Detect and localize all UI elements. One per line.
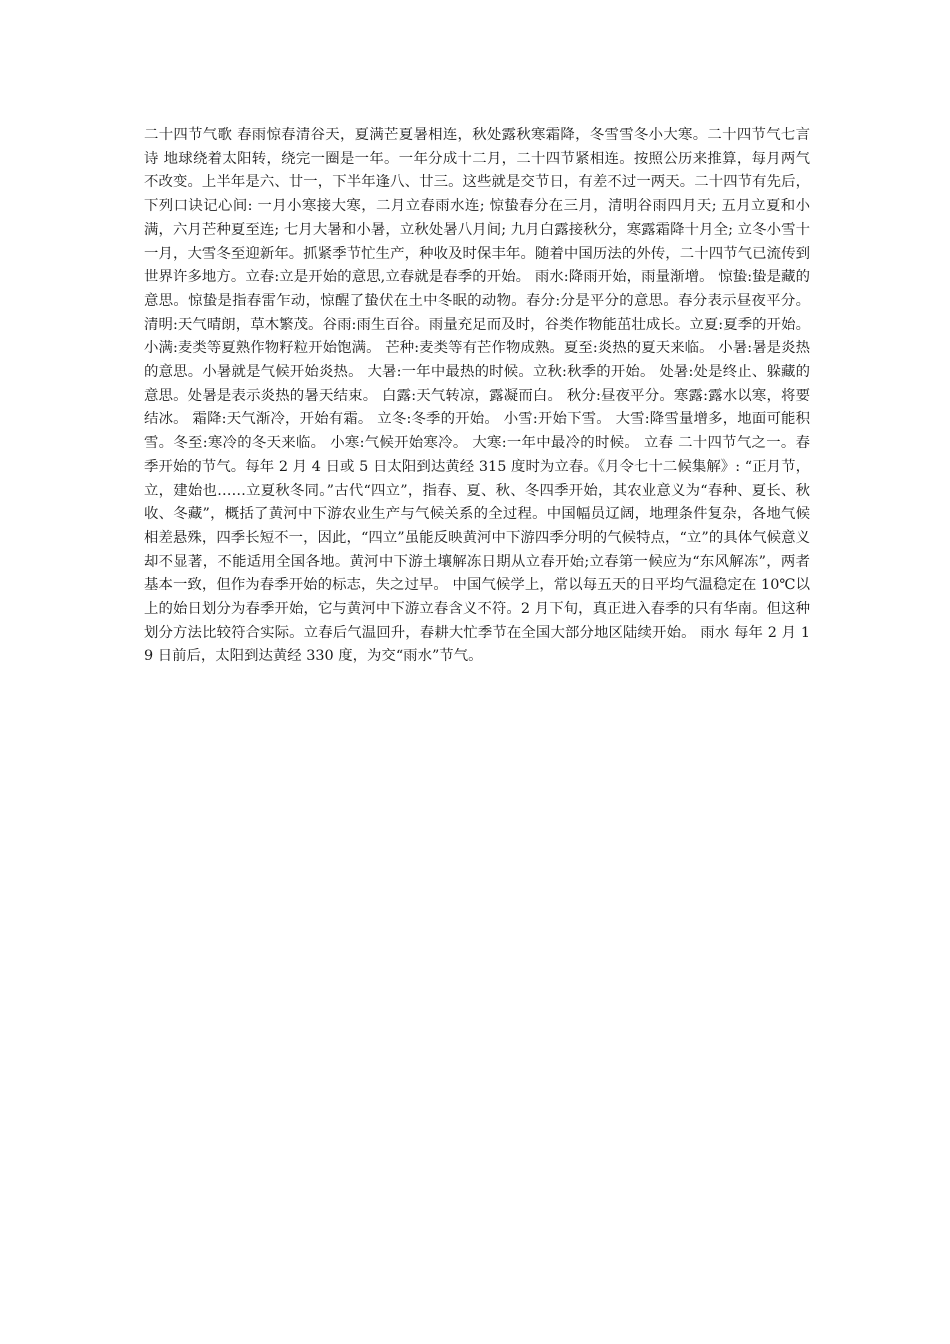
body-paragraph: 二十四节气歌 春雨惊春清谷天，夏满芒夏暑相连，秋处露秋寒霜降，冬雪雪冬小大寒。二十四节气七言诗 地球绕着太阳转，绕完一圈是一年。一年分成十二月，二十四节紧相连。按照公历来推算，每月两气不改变。上半年是六、廿一，下半年逢八、廿三。这些就是交节日，有差不过一两天。二十四节有先后，下列口诀记心间: 一月小寒接大寒，二月立春雨水连; 惊蛰春分在三月，清明谷雨四月天; 五月立夏和小满，六月芒种夏至连; 七月大暑和小暑，立秋处暑八月间; 九月白露接秋分，寒露霜降十月全; 立冬小雪十一月，大雪冬至迎新年。抓紧季节忙生产，种收及时保丰年。随着中国历法的外传，二十四节气已流传到世界许多地方。立春:立是开始的意思,立春就是春季的开始。 雨水:降雨开始，雨量渐增。 惊蛰:蛰是藏的意思。惊蛰是指春雷乍动，惊醒了蛰伏在土中冬眠的动物。春分:分是平分的意思。春分表示昼夜平分。 清明:天气晴朗，草木繁茂。谷雨:雨生百谷。雨量充足而及时，谷类作物能茁壮成长。立夏:夏季的开始。小满:麦类等夏熟作物籽粒开始饱满。 芒种:麦类等有芒作物成熟。夏至:炎热的夏天来临。 小暑:暑是炎热的意思。小暑就是气候开始炎热。 大暑:一年中最热的时候。立秋:秋季的开始。 处暑:处是终止、躲藏的意思。处暑是表示炎热的暑天结束。 白露:天气转凉，露凝而白。 秋分:昼夜平分。寒露:露水以寒，将要结冰。 霜降:天气渐冷，开始有霜。 立冬:冬季的开始。 小雪:开始下雪。 大雪:降雪量增多，地面可能积雪。冬至:寒冷的冬天来临。 小寒:气候开始寒冷。 大寒:一年中最冷的时候。 立春 二十四节气之一。春季开始的节气。每年 2 月 4 日或 5 日太阳到达黄经 315 度时为立春。《月令七十二候集解》: “正月节，立，建始也……立夏秋冬同。”古代“四立”，指春、夏、秋、冬四季开始，其农业意义为“春种、夏长、秋收、冬藏”，概括了黄河中下游农业生产与气候关系的全过程。中国幅员辽阔，地理条件复杂，各地气候相差悬殊，四季长短不一，因此，“四立”虽能反映黄河中下游四季分明的气候特点，“立”的具体气候意义却不显著，不能适用全国各地。黄河中下游土壤解冻日期从立春开始;立春第一候应为“东风解冻”，两者基本一致，但作为春季开始的标志，失之过早。 中国气候学上，常以每五天的日平均气温稳定在 10℃以上的始日划分为春季开始，它与黄河中下游立春含义不符。2 月下旬，真正进入春季的只有华南。但这种划分方法比较符合实际。立春后气温回升，春耕大忙季节在全国大部分地区陆续开始。 雨水 每年 2 月 19 日前后，太阳到达黄经 330 度，为交“雨水”节气。	[144, 127, 810, 665]
